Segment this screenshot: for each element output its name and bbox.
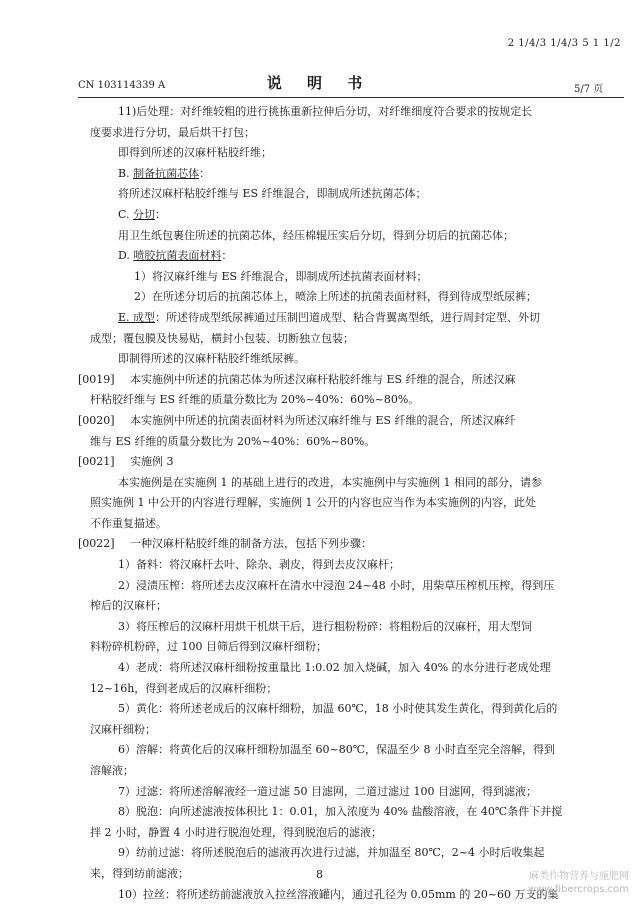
text-line bbox=[90, 720, 624, 741]
text-segment: B. bbox=[118, 166, 134, 180]
text-line bbox=[90, 843, 624, 864]
text-segment: ： bbox=[155, 207, 167, 221]
text-segment: 3）将压榨后的汉麻杆用烘干机烘干后，进行粗粉粉碎：将粗粉后的汉麻杆，用大型饲 bbox=[118, 619, 532, 633]
text-segment: 用卫生纸包裹住所述的抗菌芯体，经压棉辊压实后分切，得到分切后的抗菌芯体； bbox=[118, 228, 514, 242]
text-segment: 即得到所述的汉麻杆粘胶纤维； bbox=[118, 146, 272, 160]
text-segment: 不作重复描述。 bbox=[90, 516, 167, 530]
text-line bbox=[90, 740, 624, 761]
text-segment: 7）过滤：将所述溶解液经一道过滤 50 目滤网，二道过滤过 100 目滤网，得到滤液； bbox=[118, 784, 537, 798]
text-segment: C. bbox=[118, 207, 134, 221]
text-line bbox=[90, 267, 624, 288]
text-segment: 5）黄化：将所述老成后的汉麻杆细粉，加温 60℃，18 小时使其发生黄化，得到黄化后的 bbox=[118, 702, 558, 716]
text-segment: ： bbox=[221, 249, 233, 263]
text-segment: 9）纺前过滤：将所述脱泡后的滤液再次进行过滤，并加温至 80℃，2~4 小时后收集起 bbox=[118, 846, 545, 860]
text-segment: 8）脱泡：向所述滤液按体积比 1：0.01，加入浓度为 40% 盐酸溶液，在 40℃条件下并搅 bbox=[118, 805, 563, 819]
text-line bbox=[90, 699, 624, 720]
underlined-heading: 喷胶抗菌表面材料 bbox=[133, 249, 222, 263]
paragraph-start-line bbox=[78, 370, 624, 391]
text-segment: 6）溶解：将黄化后的汉麻杆细粉加温至 60~80℃，保温至少 8 小时直至完全溶解，得到 bbox=[118, 743, 556, 757]
watermark bbox=[528, 870, 629, 896]
text-line bbox=[90, 514, 624, 535]
text-line bbox=[90, 576, 624, 597]
text-line bbox=[90, 390, 624, 411]
text-segment: 1）备料：将汉麻杆去叶、除杂、剥皮，得到去皮汉麻杆； bbox=[118, 558, 400, 572]
paragraph-number: [0022] bbox=[78, 537, 115, 551]
paragraph-number: [0020] bbox=[78, 413, 115, 427]
text-line bbox=[90, 184, 624, 205]
text-line bbox=[90, 287, 624, 308]
document-body bbox=[78, 102, 624, 905]
text-segment: D. bbox=[118, 249, 134, 263]
text-segment: 本实施例中所述的抗菌芯体为所述汉麻杆粘胶纤维与 ES 纤维的混合，所述汉麻 bbox=[130, 372, 516, 386]
page-title: 说 明 书 bbox=[266, 74, 373, 92]
text-line bbox=[90, 143, 624, 164]
text-segment: 将所述汉麻杆粘胶纤维与 ES 纤维混合，即制成所述抗菌芯体； bbox=[118, 187, 427, 201]
text-segment: 11)后处理：对纤维较粗的进行挑拣重新拉伸后分切，对纤维细度符合要求的按规定长 bbox=[118, 105, 533, 118]
text-segment: 2）在所述分切后的抗菌芯体上，喷涂上所述的抗菌表面材料，得到待成型纸尿裤； bbox=[134, 290, 537, 304]
text-segment: 汉麻杆细粉； bbox=[90, 722, 156, 736]
doc-number: CN 103114339 A bbox=[78, 80, 166, 91]
text-line bbox=[90, 617, 624, 638]
text-segment: 杆粘胶纤维与 ES 纤维的质量分数比为 20%~40%：60%~80%。 bbox=[90, 393, 420, 407]
paragraph-start-line bbox=[78, 411, 624, 432]
text-line bbox=[90, 637, 624, 658]
text-segment: 即制得所述的汉麻杆粘胶纤维纸尿裤。 bbox=[118, 352, 305, 366]
text-line bbox=[90, 123, 624, 144]
text-line bbox=[90, 555, 624, 576]
text-line bbox=[90, 493, 624, 514]
text-line bbox=[90, 782, 624, 803]
page-indicator: 5/7 页 bbox=[574, 84, 604, 95]
text-segment: 照实施例 1 中公开的内容进行理解，实施例 1 公开的内容也应当作为本实施例的内容，此处 bbox=[90, 496, 536, 510]
text-segment: 2）浸渍压榨：将所述去皮汉麻杆在清水中浸泡 24~48 小时，用柴草压榨机压榨，得到压 bbox=[118, 578, 555, 592]
text-segment: 本实施例是在实施例 1 的基础上进行的改进，本实施例中与实施例 1 相同的部分，请参 bbox=[118, 475, 542, 489]
text-segment: 1）将汉麻纤维与 ES 纤维混合，即制成所述抗菌表面材料； bbox=[134, 269, 428, 283]
text-line bbox=[90, 658, 624, 679]
paragraph-start-line bbox=[78, 452, 624, 473]
text-line bbox=[90, 761, 624, 782]
header-top-right-text: 2 1/4/3 1/4/3 5 1 1/2 bbox=[507, 38, 621, 49]
text-segment: 料粉碎机粉碎，过 100 目筛后得到汉麻杆细粉； bbox=[90, 640, 327, 654]
text-line bbox=[90, 102, 624, 123]
text-line bbox=[90, 226, 624, 247]
page-header bbox=[0, 0, 639, 95]
text-segment: 10）拉丝：将所述纺前滤液放入拉丝溶液罐内，通过孔径为 0.05mm 的 20~60 万支的集 bbox=[118, 887, 559, 901]
text-line bbox=[90, 823, 624, 844]
underlined-heading: E. 成型 bbox=[118, 310, 156, 324]
paragraph-number: [0019] bbox=[78, 372, 115, 386]
text-line bbox=[90, 308, 624, 329]
text-segment: 度要求进行分切，最后烘干打包； bbox=[90, 125, 255, 139]
text-segment: 4）老成：将所述汉麻杆细粉按重量比 1:0.02 加入烧碱，加入 40% 的水分进行老成处理 bbox=[118, 661, 551, 675]
text-line bbox=[90, 679, 624, 700]
text-line bbox=[90, 596, 624, 617]
text-segment: 维与 ES 纤维的质量分数比为 20%~40%：60%~80%。 bbox=[90, 434, 376, 448]
underlined-heading: 制备抗菌芯体 bbox=[133, 166, 200, 180]
text-line bbox=[90, 432, 624, 453]
text-line bbox=[90, 246, 624, 267]
text-segment: 12~16h，得到老成后的汉麻杆细粉； bbox=[90, 681, 278, 695]
text-line bbox=[90, 205, 624, 226]
text-segment: 溶解液； bbox=[90, 764, 134, 777]
text-segment: ：所述待成型纸尿裤通过压制凹道成型、粘合背翼离型纸，进行周封定型、外切 bbox=[155, 310, 541, 324]
header-rule bbox=[78, 97, 624, 98]
text-segment: 拌 2 小时，静置 4 小时进行脱泡处理，得到脱泡后的滤液； bbox=[90, 825, 382, 839]
page-number: 8 bbox=[316, 868, 323, 881]
text-segment: 本实施例中所述的抗菌表面材料为所述汉麻纤维与 ES 纤维的混合，所述汉麻纤 bbox=[130, 413, 516, 427]
text-line bbox=[90, 164, 624, 185]
text-line bbox=[90, 802, 624, 823]
paragraph-start-line bbox=[78, 534, 624, 555]
text-segment: 榨后的汉麻杆； bbox=[90, 599, 167, 613]
text-segment: ： bbox=[199, 166, 211, 180]
paragraph-number: [0021] bbox=[78, 455, 115, 469]
text-line bbox=[90, 349, 624, 370]
text-line bbox=[90, 473, 624, 494]
text-segment: 实施例 3 bbox=[130, 455, 174, 469]
watermark-line-2: www.fibercrops.com bbox=[527, 884, 629, 895]
watermark-line-1: 麻类作物营养与施肥网 bbox=[529, 871, 629, 882]
text-segment: 成型；覆包膜及快易贴，横封小包装、切断独立包装； bbox=[90, 331, 354, 345]
text-line bbox=[90, 329, 624, 350]
text-segment: 来，得到纺前滤液； bbox=[90, 866, 189, 880]
underlined-heading: 分切 bbox=[133, 207, 156, 221]
text-segment: 一种汉麻杆粘胶纤维的制备方法，包括下列步骤： bbox=[130, 537, 372, 551]
